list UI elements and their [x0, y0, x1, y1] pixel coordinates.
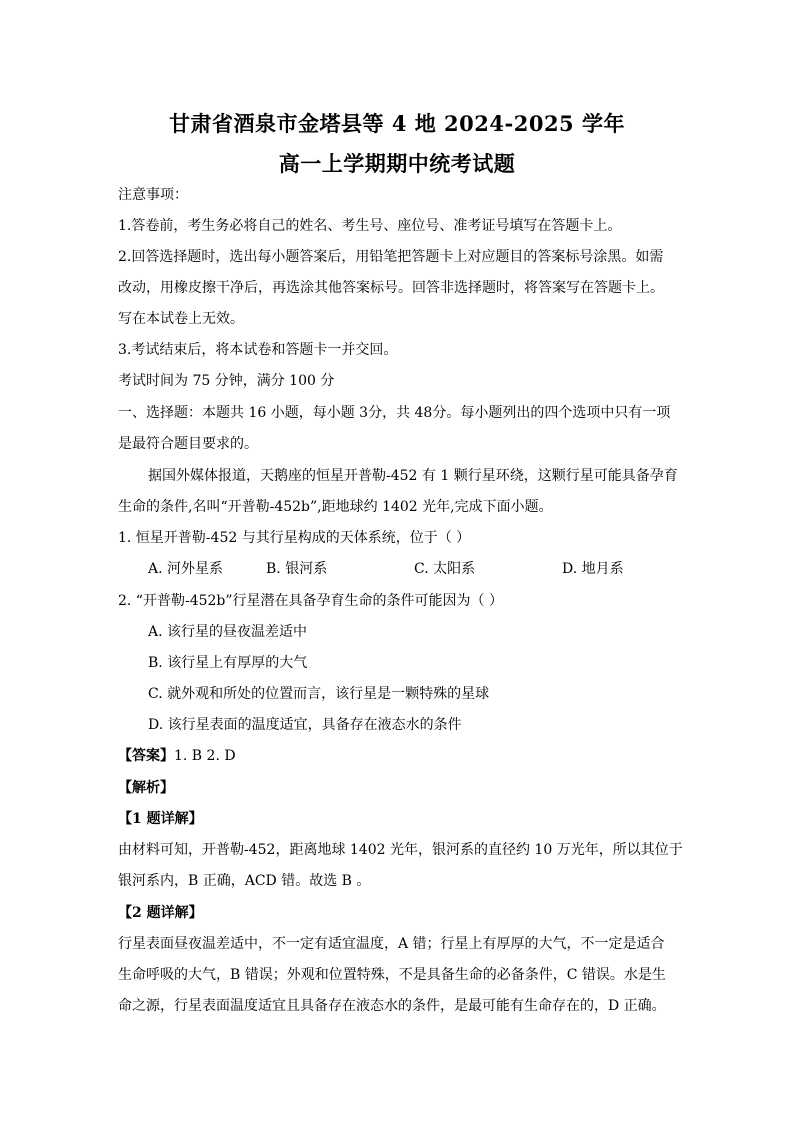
answer-label: 【答案】 [118, 748, 174, 764]
notice-item-2-line-1: 2.回答选择题时，选出每小题答案后，用铅笔把答题卡上对应题目的答案标号涂黑。如需 [118, 249, 664, 265]
question-2-option-b: B. 该行星上有厚厚的大气 [148, 655, 308, 671]
notice-item-2-line-2: 改动，用橡皮擦干净后，再选涂其他答案标号。回答非选择题时，将答案写在答题卡上。 [118, 280, 664, 296]
notice-item-2-line-3: 写在本试卷上无效。 [118, 311, 244, 327]
analysis-q2-line-2: 生命呼吸的大气，B 错误；外观和位置特殊，不是具备生命的必备条件，C 错误。水是生 [118, 967, 666, 983]
question-2-option-c: C. 就外观和所处的位置而言，该行星是一颗特殊的星球 [148, 686, 490, 702]
analysis-label: 【解析】 [118, 780, 174, 796]
analysis-q1-label: 【1 题详解】 [118, 811, 203, 827]
notice-item-1: 1.答卷前，考生务必将自己的姓名、考生号、座位号、准考证号填写在答题卡上。 [118, 218, 622, 234]
answer-value: 1. B 2. D [174, 748, 236, 764]
exam-title-line-2: 高一上学期期中统考试题 [278, 151, 516, 176]
question-2-stem: 2. “开普勒-452b”行星潜在具备孕育生命的条件可能因为（ ） [118, 593, 503, 609]
material-line-1: 据国外媒体报道，天鹅座的恒星开普勒-452 有 1 颗行星环绕，这颗行星可能具备孕育 [148, 468, 678, 484]
material-line-2: 生命的条件,名叫“开普勒-452b”,距地球约 1402 光年,完成下面小题。 [118, 499, 553, 515]
section-1-intro-line-2: 是最符合题目要求的。 [118, 436, 258, 452]
question-1-stem: 1. 恒星开普勒-452 与其行星构成的天体系统，位于（ ） [118, 530, 471, 546]
question-1-option-c: C. 太阳系 [414, 561, 476, 577]
analysis-q1-line-2: 银河系内，B 正确，ACD 错。故选 B 。 [118, 873, 371, 889]
analysis-q2-line-1: 行星表面昼夜温差适中，不一定有适宜温度，A 错；行星上有厚厚的大气，不一定是适合 [118, 936, 665, 952]
exam-time-info: 考试时间为 75 分钟，满分 100 分 [118, 373, 335, 389]
exam-title-line-1: 甘肃省酒泉市金塔县等 4 地 2024-2025 学年 [169, 111, 625, 136]
notice-item-3: 3.考试结束后，将本试卷和答题卡一并交回。 [118, 342, 398, 358]
question-1-option-a: A. 河外星系 [148, 561, 224, 577]
analysis-q2-line-3: 命之源，行星表面温度适宜且具备存在液态水的条件，是最可能有生命存在的，D 正确。 [118, 998, 666, 1014]
question-1-option-d: D. 地月系 [562, 561, 624, 577]
section-1-intro-line-1: 一、选择题：本题共 16 小题，每小题 3分，共 48分。每小题列出的四个选项中只有一项 [118, 405, 671, 421]
notice-heading: 注意事项： [118, 187, 188, 203]
answer-row [118, 746, 236, 766]
question-2-option-a: A. 该行星的昼夜温差适中 [148, 624, 308, 640]
question-2-option-d: D. 该行星表面的温度适宜，具备存在液态水的条件 [148, 717, 462, 733]
analysis-q1-line-1: 由材料可知，开普勒-452，距离地球 1402 光年，银河系的直径约 10 万光年，所以其位于 [118, 842, 683, 858]
analysis-q2-label: 【2 题详解】 [118, 905, 203, 921]
question-1-option-b: B. 银河系 [266, 561, 328, 577]
